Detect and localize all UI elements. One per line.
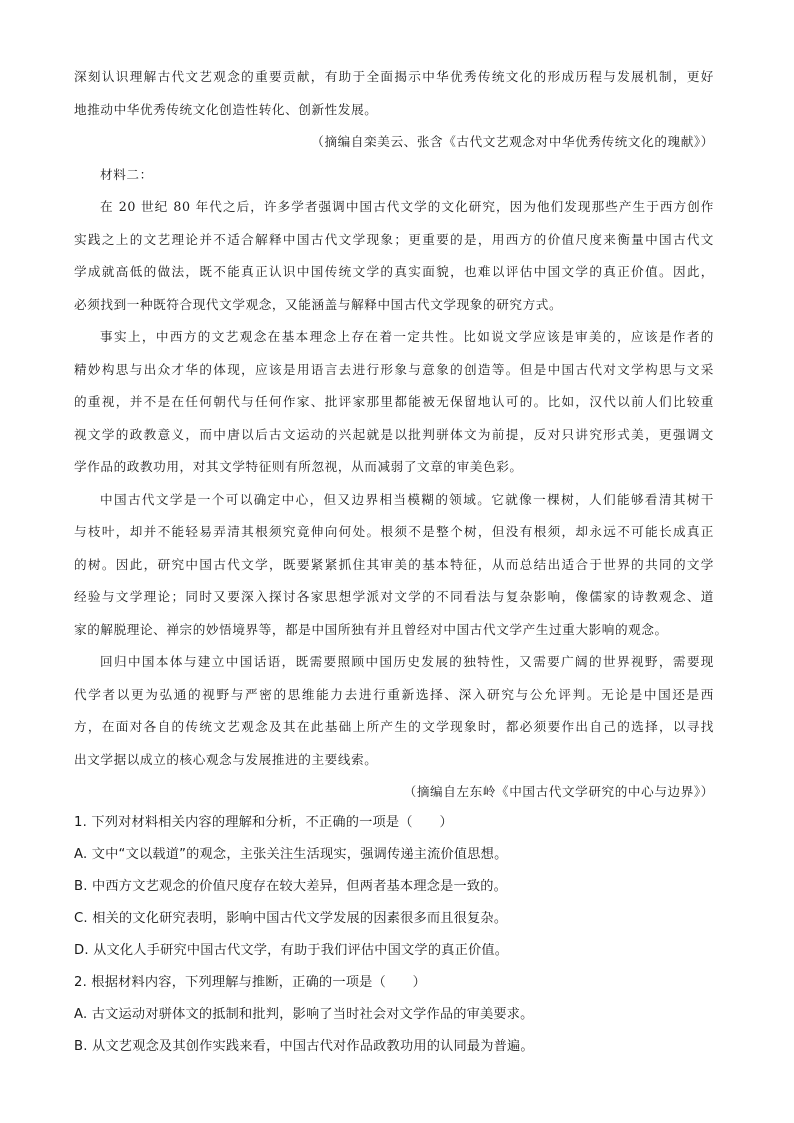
paragraph-line: 必须找到一种既符合现代文学观念，又能涵盖与解释中国古代文学现象的研究方式。 bbox=[74, 297, 563, 312]
paragraph-line: 地推动中华优秀传统文化创造性转化、创新性发展。 bbox=[74, 102, 378, 117]
question-stem: 2. 根据材料内容，下列理解与推断，正确的一项是（ ） bbox=[74, 975, 427, 990]
paragraph-line: 的树。因此，研究中国古代文学，既要紧紧抓住其审美的基本特征，从而总结出适合于世界的共同的文学 bbox=[74, 557, 714, 572]
question-option: D. 从文化人手研究中国古代文学，有助于我们评估中国文学的真正价值。 bbox=[74, 943, 509, 958]
question-option: A. 古文运动对骈体文的抵制和批判，影响了当时社会对文学作品的审美要求。 bbox=[74, 1007, 534, 1022]
paragraph-line: 的重视，并不是在任何朝代与任何作家、批评家那里都能被无保留地认可的。比如，汉代以前人们比较重 bbox=[74, 394, 714, 409]
paragraph-line: 事实上，中西方的文艺观念在基本理念上存在着一定共性。比如说文学应该是审美的，应该是作者的 bbox=[100, 329, 714, 344]
question-option: C. 相关的文化研究表明，影响中国古代文学发展的因素很多而且很复杂。 bbox=[74, 911, 508, 926]
question-stem: 1. 下列对材料相关内容的理解和分析，不正确的一项是（ ） bbox=[74, 815, 453, 830]
paragraph-line: 代学者以更为弘通的视野与严密的思维能力去进行重新选择、深入研究与公允评判。无论是中国还是西 bbox=[74, 687, 714, 702]
paragraph-line: 深刻认识理解古代文艺观念的重要贡献，有助于全面揭示中华优秀传统文化的形成历程与发展机制，更好 bbox=[74, 69, 714, 84]
paragraph-line: 学成就高低的做法，既不能真正认识中国传统文学的真实面貌，也难以评估中国文学的真正价值。因此， bbox=[74, 264, 714, 279]
paragraph-line: 学作品的政教功用，对其文学特征则有所忽视，从而减弱了文章的审美色彩。 bbox=[74, 459, 523, 474]
paragraph-line: 回归中国本体与建立中国话语，既需要照顾中国历史发展的独特性，又需要广阔的世界视野，需要现 bbox=[100, 654, 714, 669]
citation: （摘编自左东岭《中国古代文学研究的中心与边界》） bbox=[403, 784, 714, 799]
paragraph-line: 精妙构思与出众才华的体现，应该是用语言去进行形象与意象的创造等。但是中国古代对文学构思与文采 bbox=[74, 362, 714, 377]
paragraph-line: 视文学的政教意义，而中唐以后古文运动的兴起就是以批判骈体文为前提，反对只讲究形式美，更强调文 bbox=[74, 427, 714, 442]
paragraph-line: 与枝叶，却并不能轻易弄清其根须究竟伸向何处。根须不是整个树，但没有根须，却永远不可能长成真正 bbox=[74, 524, 714, 539]
question-option: B. 从文艺观念及其创作实践来看，中国古代对作品政教功用的认同最为普遍。 bbox=[74, 1039, 534, 1054]
question-option: A. 文中“文以载道”的观念，主张关注生活现实，强调传递主流价值思想。 bbox=[74, 847, 508, 862]
paragraph-line: 出文学据以成立的核心观念与发展推进的主要线索。 bbox=[74, 752, 378, 767]
question-option: B. 中西方文艺观念的价值尺度存在较大差异，但两者基本理念是一致的。 bbox=[74, 879, 508, 894]
paragraph-line: 中国古代文学是一个可以确定中心，但又边界相当模糊的领域。它就像一棵树，人们能够看清其树干 bbox=[100, 492, 714, 507]
section-heading: 材料二： bbox=[100, 167, 153, 182]
citation: （摘编自栾美云、张含《古代文艺观念对中华优秀传统文化的瑰献》） bbox=[311, 134, 714, 149]
paragraph-line: 家的解脱理论、禅宗的妙悟境界等，都是中国所独有并且曾经对中国古代文学产生过重大影响的观念。 bbox=[74, 622, 668, 637]
paragraph-line: 经验与文学理论；同时又要深入探讨各家思想学派对文学的不同看法与复杂影响，像儒家的诗教观念、道 bbox=[74, 589, 714, 604]
paragraph-line: 方，在面对各自的传统文艺观念及其在此基础上所产生的文学现象时，都必须要作出自己的选择，以寻找 bbox=[74, 719, 714, 734]
paragraph-line: 实践之上的文艺理论并不适合解释中国古代文学现象；更重要的是，用西方的价值尺度来衡量中国古代文 bbox=[74, 232, 714, 247]
paragraph-line: 在 20 世纪 80 年代之后，许多学者强调中国古代文学的文化研究，因为他们发现那些产生于西方创作 bbox=[100, 199, 714, 214]
